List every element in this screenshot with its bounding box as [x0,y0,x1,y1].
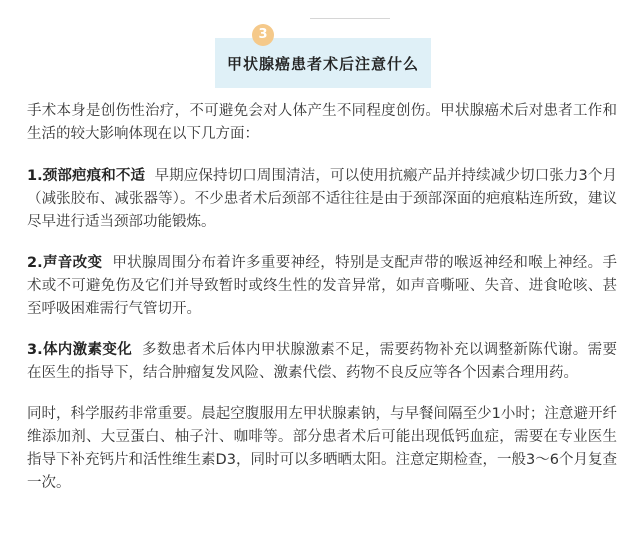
intro-paragraph: 手术本身是创伤性治疗，不可避免会对人体产生不同程度创伤。甲状腺癌术后对患者工作和生活的较大影响体现在以下几方面： [27,103,617,142]
section-paragraph-voice [27,252,617,321]
section-title: 甲状腺癌患者术后注意什么 [215,38,431,88]
section-number-badge: 3 [252,24,274,46]
section-heading-voice: 2.声音改变 [27,255,103,271]
section-heading-scar: 1.颈部疤痕和不适 [27,168,146,184]
section-text-scar: 早期应保持切口周围清洁，可以使用抗瘢产品并持续减少切口张力3个月（减张胶布、减张器等）。不少患者术后颈部不适往往是由于颈部深面的疤痕粘连所致，建议尽早进行适当颈部功能锻炼。 [27,168,617,230]
article-body [27,100,617,513]
section-text-hormone: 多数患者术后体内甲状腺激素不足，需要药物补充以调整新陈代谢。需要在医生的指导下，结合肿瘤复发风险、激素代偿、药物不良反应等各个因素合理用药。 [27,342,617,381]
decorative-divider [310,18,390,19]
section-header [0,0,640,92]
section-heading-hormone: 3.体内激素变化 [27,342,133,358]
section-paragraph-scar [27,165,617,234]
closing-paragraph: 同时，科学服药非常重要。晨起空腹服用左甲状腺素钠，与早餐间隔至少1小时；注意避开纤维添加剂、大豆蛋白、柚子汁、咖啡等。部分患者术后可能出现低钙血症，需要在专业医生指导下补充钙片和活性维生素D3，同时可以多晒晒太阳。注意定期检查，一般3～6个月复查一次。 [27,406,617,491]
section-text-voice: 甲状腺周围分布着许多重要神经，特别是支配声带的喉返神经和喉上神经。手术或不可避免伤及它们并导致暂时或终生性的发音异常，如声音嘶哑、失音、进食呛咳、甚至呼吸困难需行气管切开。 [27,255,618,317]
section-paragraph-hormone [27,339,617,385]
